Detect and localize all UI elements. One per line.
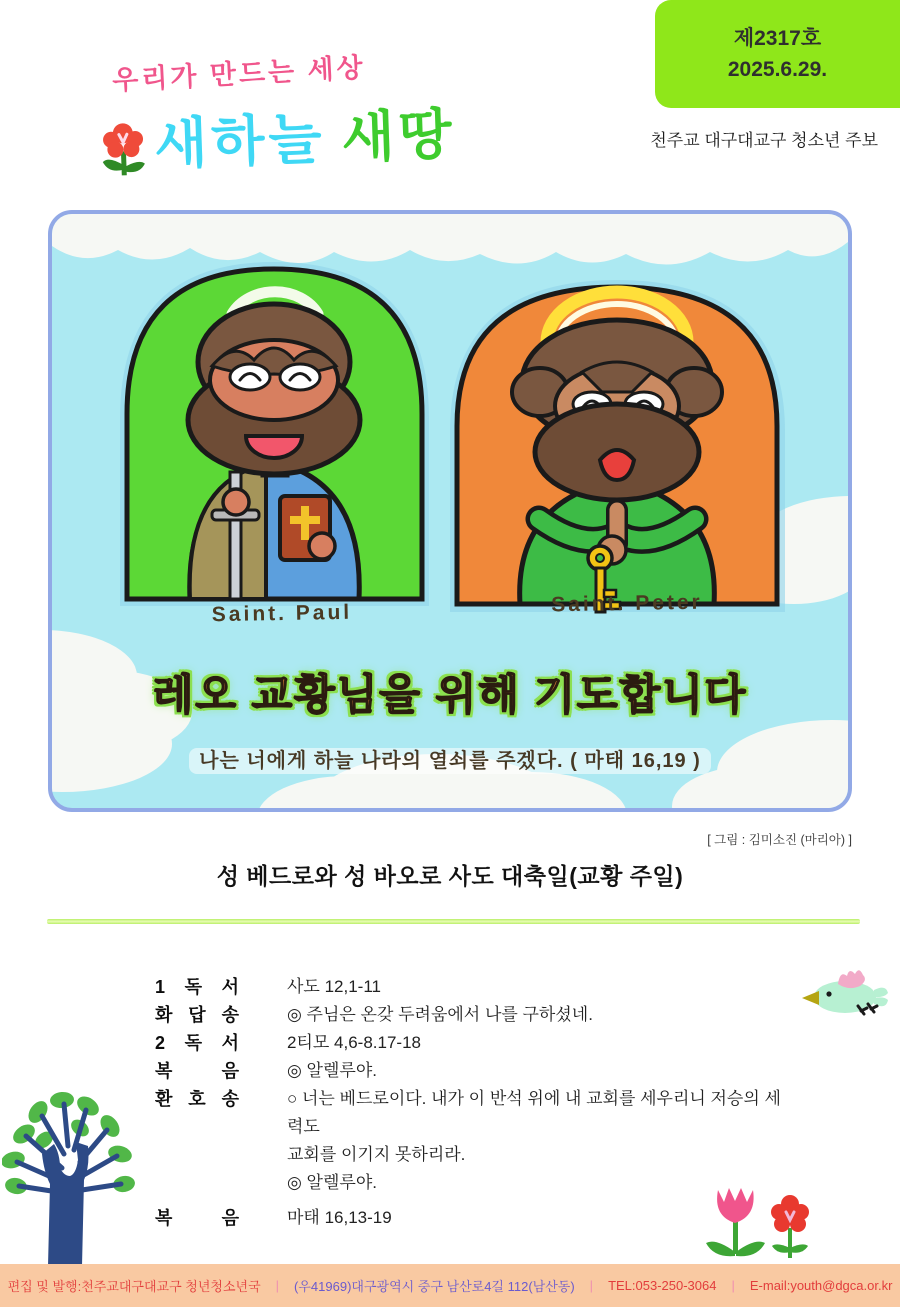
issue-number-box — [655, 0, 900, 108]
footer-publisher: 편집 및 발행:천주교대구대교구 청년청소년국 — [7, 1279, 261, 1294]
feast-title: 성 베드로와 성 바오로 사도 대축일(교황 주일) — [216, 863, 684, 889]
tree-illustration — [2, 1088, 137, 1266]
bird-illustration — [800, 966, 895, 1026]
reading-text: ◎ 알렐루야. — [287, 1173, 377, 1192]
reading-label: 1 독 서 — [155, 977, 239, 997]
divider-rule — [47, 919, 860, 924]
issue-number: 제2317호 — [733, 26, 822, 50]
reading-label: 환 호 송 — [155, 1089, 239, 1109]
artist-credit: [ 그림 : 김미소진 (마리아) ] — [707, 833, 852, 847]
saint-paul-figure — [120, 262, 429, 606]
reading-row-gospel-alleluia — [155, 1057, 795, 1085]
reading-row-responsorial — [155, 1001, 795, 1029]
scripture-verse: 나는 너에게 하늘 나라의 열쇠를 주겠다. ( 마태 16,19 ) — [52, 744, 848, 773]
reading-text: 교회를 이기지 못하리라. — [287, 1145, 466, 1164]
reading-row-first-reading — [155, 973, 795, 1001]
reading-text: ◎ 알렐루야. — [287, 1061, 377, 1080]
reading-label: 복 음 — [155, 1061, 239, 1081]
reading-text: 사도 12,1-11 — [287, 977, 381, 996]
logo-word-saettang: 새땅 — [340, 102, 457, 169]
footer-bar — [0, 1264, 900, 1307]
footer-tel: TEL:053-250-3064 — [608, 1278, 717, 1293]
footer-address: (우41969)대구광역시 중구 남산로4길 112(남산동) — [294, 1279, 575, 1294]
reading-text: ○ 너는 베드로이다. 내가 이 반석 위에 내 교회를 세우리니 저승의 세력도 — [287, 1089, 781, 1136]
reading-text: 마태 16,13-19 — [287, 1208, 392, 1227]
footer-separator: | — [275, 1278, 280, 1293]
logo-slogan: 우리가 만드는 세상 — [111, 52, 367, 96]
saint-peter-figure — [450, 280, 785, 612]
bulletin-subtitle: 천주교 대구대교구 청소년 주보 — [650, 131, 878, 150]
footer-separator: | — [589, 1278, 594, 1293]
reading-row-second-reading — [155, 1029, 795, 1057]
issue-date: 2025.6.29. — [727, 58, 828, 81]
reading-label: 화 답 송 — [155, 1005, 239, 1025]
logo-word-saehaneul: 새하늘 — [153, 107, 327, 176]
reading-label: 2 독 서 — [155, 1033, 239, 1053]
reading-row-acclamation — [155, 1085, 795, 1197]
saint-peter-label: Saint. Peter — [551, 590, 703, 617]
reading-label: 복 음 — [155, 1208, 239, 1228]
footer-email: E-mail:youth@dgca.or.kr — [749, 1278, 893, 1293]
prayer-headline: 레오 교황님을 위해 기도합니다 — [152, 671, 748, 718]
footer-separator: | — [731, 1278, 735, 1293]
reading-text: 2티모 4,6-8.17-18 — [287, 1033, 421, 1052]
reading-text: ◎ 주님은 온갖 두려움에서 나를 구하셨네. — [287, 1005, 593, 1024]
cover-illustration — [48, 210, 852, 812]
flowers-illustration — [698, 1182, 823, 1266]
saint-paul-label: Saint. Paul — [211, 600, 353, 627]
